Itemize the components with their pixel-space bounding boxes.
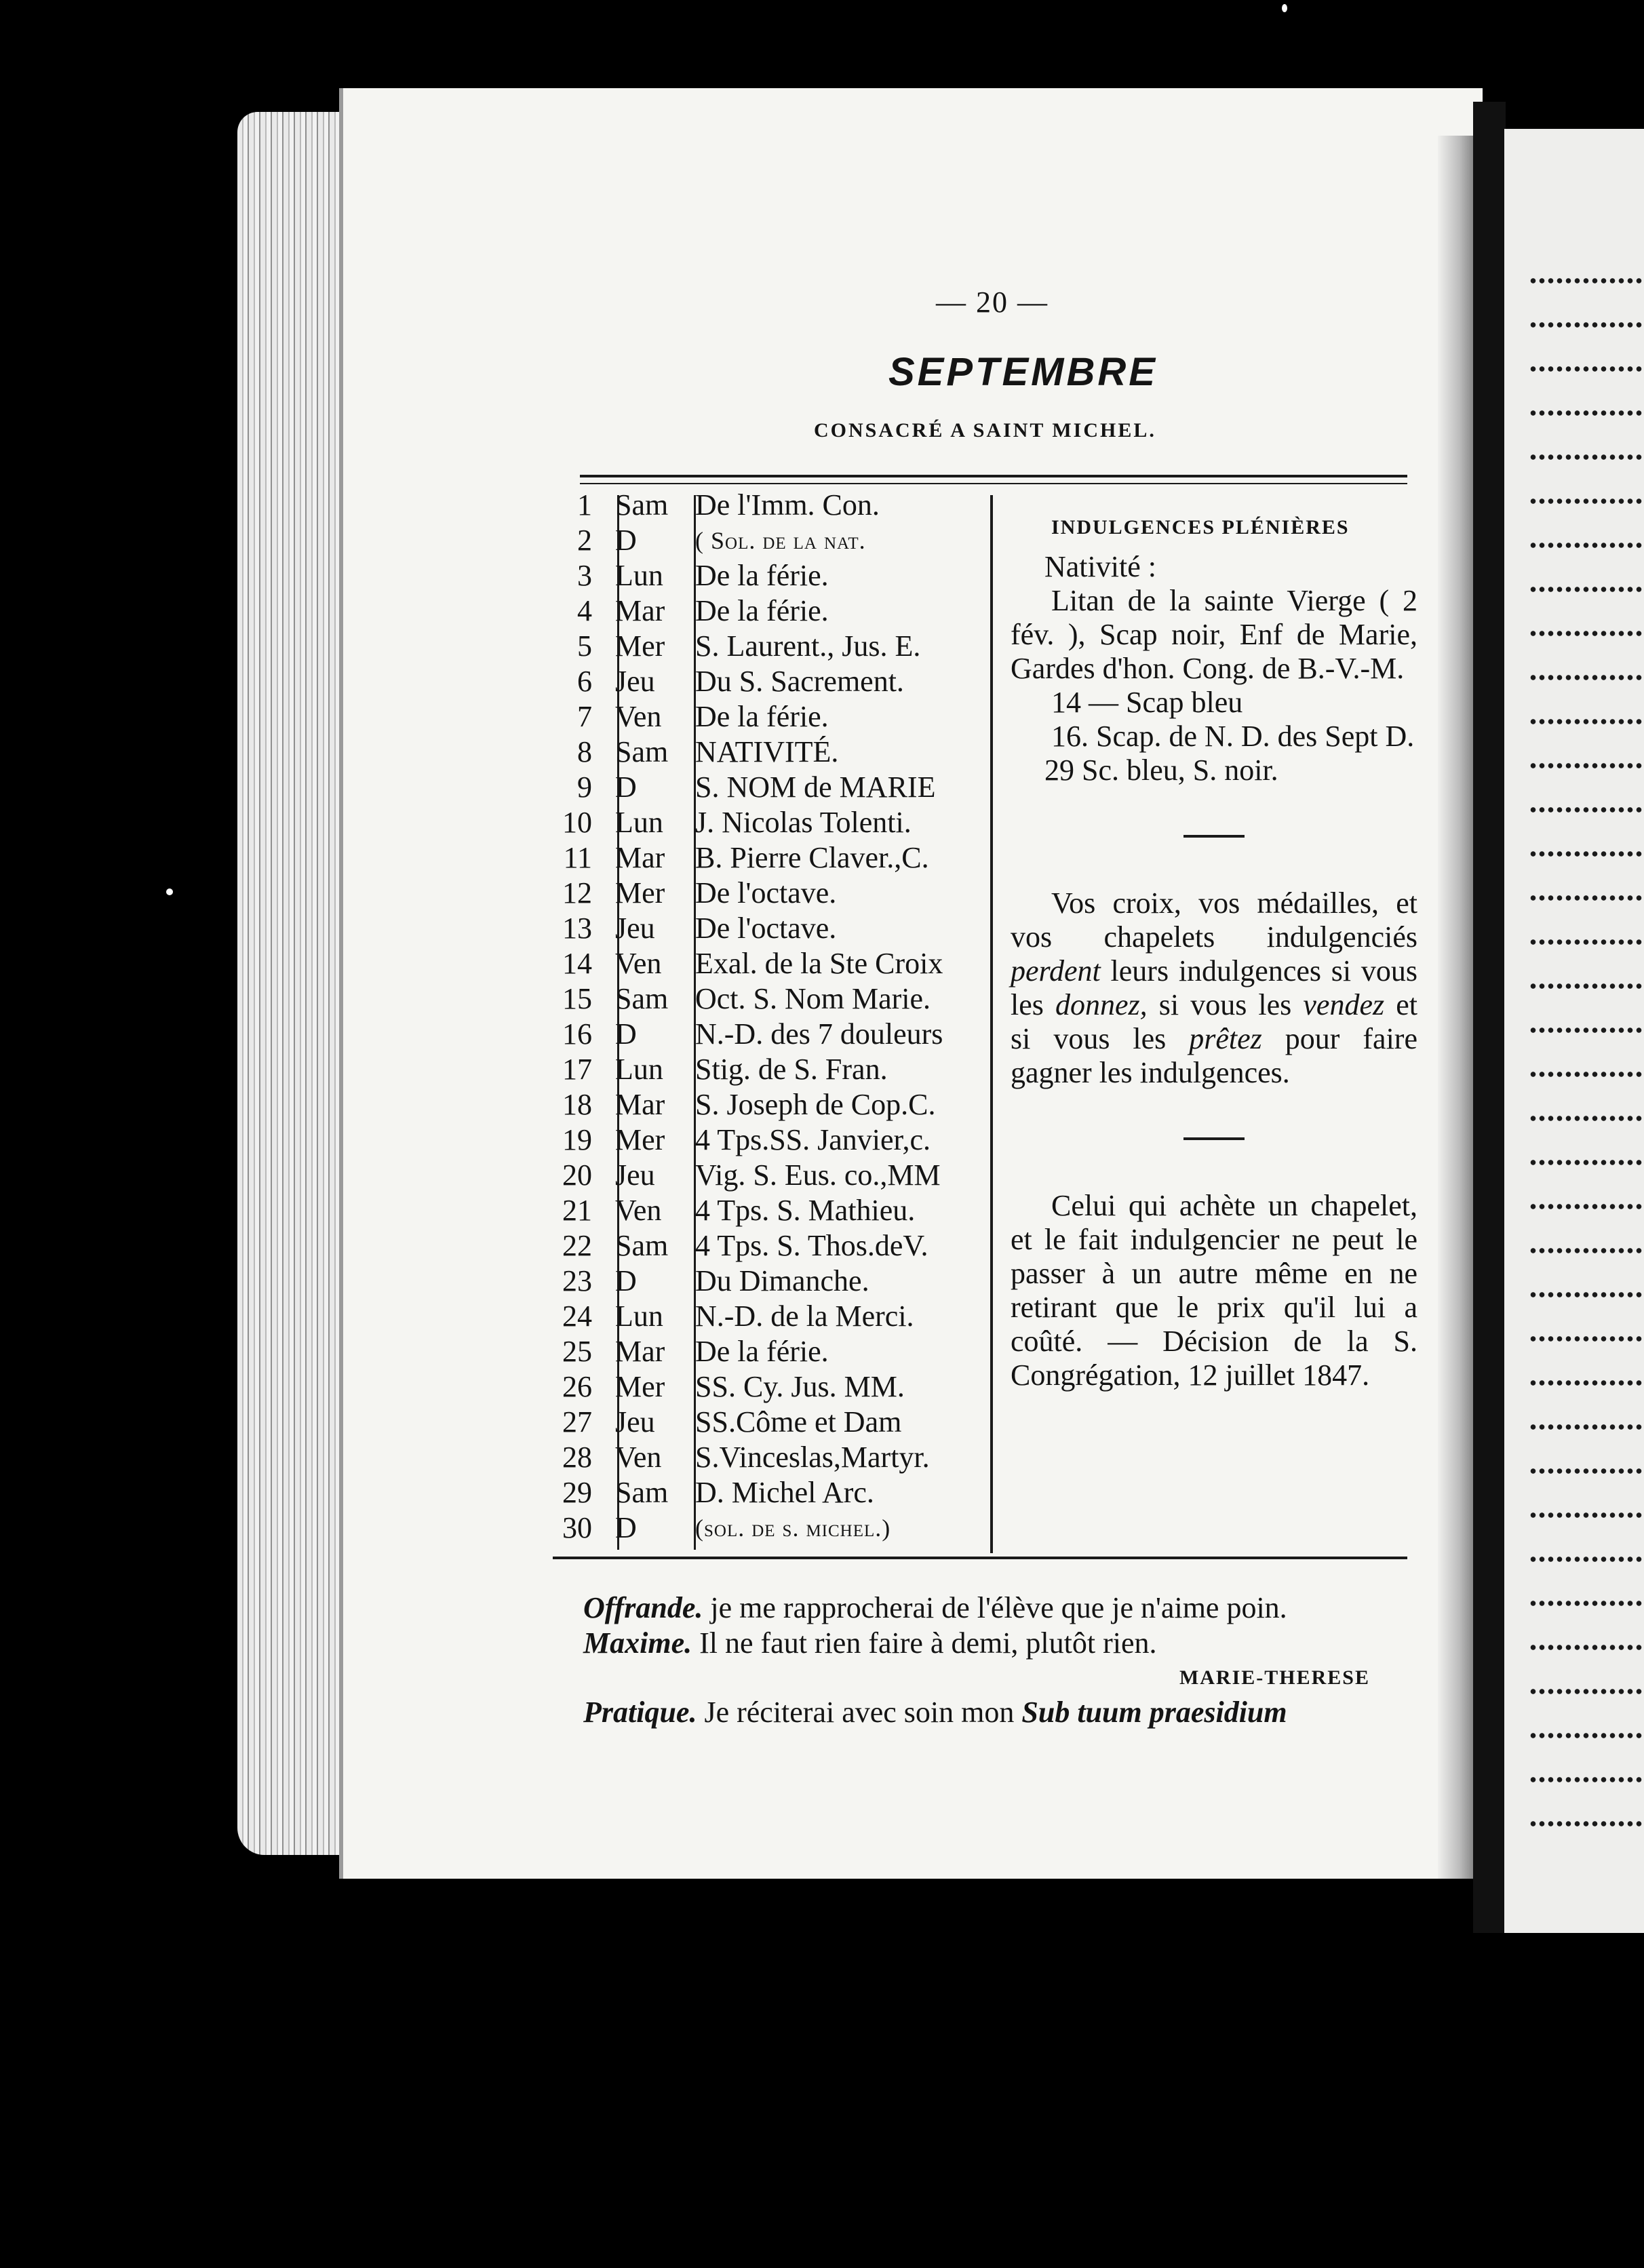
feast-name: NATIVITÉ. [695, 735, 839, 768]
day-number: 28 [562, 1441, 592, 1474]
calendar-notes-divider [990, 495, 993, 1553]
indulgence-line: 29 Sc. bleu, S. noir. [1044, 754, 1278, 787]
weekday: Sam [615, 735, 669, 768]
maxime-label: Maxime. [583, 1626, 692, 1660]
notice-chapelet: Celui qui achète un chapelet, et le fait indulgencier ne peut le passer à un autre même en ne retirant que le prix qu'il lui a coûté. — Décision de la S. Congrégation, 12 juillet 1847. [1011, 1189, 1417, 1392]
weekday: Ven [615, 700, 662, 733]
feast-name: De la férie. [695, 1335, 829, 1368]
dotted-leader [1529, 278, 1644, 284]
calendar-row [553, 876, 987, 910]
feast-name: S. Laurent., Jus. E. [695, 629, 921, 663]
day-number: 4 [577, 594, 592, 627]
calendar-row [553, 841, 987, 875]
calendar-row [553, 1299, 987, 1333]
calendar-row [553, 982, 987, 1016]
feast-name: N.-D. de la Merci. [695, 1299, 914, 1333]
calendar-row [553, 1123, 987, 1157]
pratique-label: Pratique. [583, 1696, 697, 1729]
day-number: 21 [562, 1194, 592, 1227]
day-number: 29 [562, 1476, 592, 1509]
calendar-row [553, 1441, 987, 1474]
dotted-leader [1529, 1204, 1644, 1209]
table-top-rule-thin [580, 483, 1407, 484]
calendar-row [553, 559, 987, 593]
weekday: D [615, 1511, 637, 1544]
day-number: 2 [577, 524, 592, 557]
calendar-row [553, 1088, 987, 1122]
dotted-leader [1529, 498, 1644, 504]
table-bottom-rule [553, 1557, 1407, 1559]
weekday: D [615, 1017, 637, 1051]
weekday: Mar [615, 594, 665, 627]
dotted-leader [1529, 1424, 1644, 1430]
dotted-leader [1529, 1248, 1644, 1253]
offrande: Offrande. je me rapprocherai de l'élève que je n'aime poin. [583, 1591, 1287, 1624]
dotted-leader [1529, 807, 1644, 813]
weekday: Mar [615, 841, 665, 874]
month-dedication: CONSACRÉ A SAINT MICHEL. [814, 419, 1156, 442]
dotted-leader [1529, 454, 1644, 460]
emph-word: perdent [1011, 954, 1101, 988]
day-number: 11 [563, 841, 592, 874]
weekday: Mar [615, 1335, 665, 1368]
feast-name: 4 Tps.SS. Janvier,c. [695, 1123, 931, 1156]
calendar-row [553, 524, 987, 558]
calendar-row [553, 488, 987, 522]
dotted-leader [1529, 1072, 1644, 1077]
weekday: D [615, 1264, 637, 1297]
feast-name: S. Joseph de Cop.C. [695, 1088, 936, 1121]
weekday: Sam [615, 488, 669, 522]
feast-name: Vig. S. Eus. co.,MM [695, 1158, 941, 1192]
feast-name: De la férie. [695, 594, 829, 627]
calendar-row [553, 1158, 987, 1192]
calendar-row [553, 700, 987, 734]
feast-name: ( Sol. de la nat. [695, 527, 866, 554]
weekday: Sam [615, 1229, 669, 1262]
feast-name: Exal. de la Ste Croix [695, 947, 943, 980]
feast-name: De l'octave. [695, 912, 837, 945]
feast-name: J. Nicolas Tolenti. [695, 806, 912, 839]
day-number: 30 [562, 1511, 592, 1544]
calendar-row [553, 1017, 987, 1051]
indulgences-column [1011, 505, 1417, 1392]
day-number: 6 [577, 665, 592, 698]
feast-name: Oct. S. Nom Marie. [695, 982, 931, 1015]
calendar-row [553, 1370, 987, 1404]
indulgence-line: Nativité : [1044, 550, 1156, 583]
dotted-leader [1529, 587, 1644, 592]
day-number: 10 [562, 806, 592, 839]
feast-name: 4 Tps. S. Mathieu. [695, 1194, 916, 1227]
indulgence-line: 14 — Scap bleu [1051, 686, 1243, 719]
weekday: D [615, 524, 637, 557]
offrande-label: Offrande. [583, 1591, 703, 1624]
day-number: 7 [577, 700, 592, 733]
feast-name: 4 Tps. S. Thos.deV. [695, 1229, 928, 1262]
day-number: 9 [577, 770, 592, 804]
weekday: Ven [615, 1441, 662, 1474]
day-number: 26 [562, 1370, 592, 1403]
weekday: Lun [615, 1299, 663, 1333]
dotted-leader [1529, 1468, 1644, 1474]
facing-page [1504, 129, 1644, 1933]
day-number: 17 [562, 1053, 592, 1086]
dotted-leader [1529, 895, 1644, 901]
day-number: 22 [562, 1229, 592, 1262]
dotted-leader [1529, 851, 1644, 857]
feast-name: S.Vinceslas,Martyr. [695, 1441, 930, 1474]
dotted-leader [1529, 1645, 1644, 1650]
weekday: Jeu [615, 912, 655, 945]
dotted-leader [1529, 322, 1644, 328]
maxime-signature: MARIE-THERESE [1179, 1666, 1370, 1689]
feast-name: De la férie. [695, 700, 829, 733]
weekday: Ven [615, 947, 662, 980]
dotted-leader [1529, 1336, 1644, 1342]
emph-word: vendez [1303, 988, 1385, 1021]
dotted-leader [1529, 543, 1644, 548]
month-title: SEPTEMBRE [888, 350, 1158, 394]
daily-resolutions [583, 1590, 1411, 1730]
day-number: 12 [562, 876, 592, 910]
calendar-row [553, 947, 987, 981]
feast-name: Stig. de S. Fran. [695, 1053, 888, 1086]
section-rule [1183, 835, 1245, 838]
dotted-leader [1529, 763, 1644, 768]
weekday: Jeu [615, 1405, 655, 1439]
calendar-row [553, 665, 987, 699]
dotted-leader [1529, 1028, 1644, 1033]
day-number: 16 [562, 1017, 592, 1051]
weekday: Lun [615, 559, 663, 592]
dotted-leader [1529, 1512, 1644, 1518]
feast-name: (sol. de s. michel.) [695, 1514, 891, 1542]
dotted-leader [1529, 410, 1644, 416]
weekday: Mer [615, 629, 665, 663]
calendar-row [553, 912, 987, 945]
prayer-title: Sub tuum praesidium [1021, 1696, 1287, 1729]
calendar-row [553, 735, 987, 769]
feast-name: Du S. Sacrement. [695, 665, 904, 698]
feast-name: SS.Côme et Dam [695, 1405, 902, 1439]
calendar-row [553, 594, 987, 628]
maxime: Maxime. Il ne faut rien faire à demi, plutôt rien. [583, 1626, 1157, 1660]
emph-word: donnez, [1055, 988, 1148, 1021]
calendar-row [553, 806, 987, 840]
weekday: Mer [615, 1123, 665, 1156]
day-number: 14 [562, 947, 592, 980]
feast-name: SS. Cy. Jus. MM. [695, 1370, 905, 1403]
film-speck [166, 888, 173, 895]
dotted-leader [1529, 366, 1644, 372]
table-top-rule [580, 475, 1407, 477]
day-number: 25 [562, 1335, 592, 1368]
calendar-row [553, 1405, 987, 1439]
calendar-row [553, 1194, 987, 1228]
weekday: Lun [615, 806, 663, 839]
day-number: 23 [562, 1264, 592, 1297]
dotted-leader [1529, 675, 1644, 680]
weekday: Lun [615, 1053, 663, 1086]
calendar-row [553, 1229, 987, 1263]
dotted-leader [1529, 1733, 1644, 1738]
dotted-leader [1529, 939, 1644, 945]
indulgences-title: INDULGENCES PLÉNIÈRES [1051, 516, 1350, 539]
feast-name: De l'octave. [695, 876, 837, 910]
calendar-row [553, 629, 987, 663]
page-curl-shadow [1438, 136, 1477, 1879]
weekday: Jeu [615, 665, 655, 698]
dotted-leader [1529, 719, 1644, 724]
day-number: 19 [562, 1123, 592, 1156]
dotted-leader [1529, 1380, 1644, 1386]
day-number: 15 [562, 982, 592, 1015]
weekday: Mer [615, 1370, 665, 1403]
day-number: 8 [577, 735, 592, 768]
day-number: 3 [577, 559, 592, 592]
feast-name: De l'Imm. Con. [695, 488, 880, 522]
feast-name: S. NOM de MARIE [695, 770, 936, 804]
day-number: 24 [562, 1299, 592, 1333]
day-number: 18 [562, 1088, 592, 1121]
dotted-leader [1529, 1821, 1644, 1826]
weekday: Mar [615, 1088, 665, 1121]
weekday: D [615, 770, 637, 804]
feast-name: De la férie. [695, 559, 829, 592]
feast-name: D. Michel Arc. [695, 1476, 874, 1509]
calendar-row [553, 1476, 987, 1510]
film-speck [1282, 4, 1287, 12]
weekday: Ven [615, 1194, 662, 1227]
dotted-leader [1529, 1777, 1644, 1782]
dotted-leader [1529, 1601, 1644, 1606]
day-number: 5 [577, 629, 592, 663]
day-number: 20 [562, 1158, 592, 1192]
dotted-leader [1529, 631, 1644, 636]
feast-name: Du Dimanche. [695, 1264, 869, 1297]
dotted-leader [1529, 1292, 1644, 1297]
section-rule [1183, 1137, 1245, 1140]
notice-indulgences: Vos croix, vos médailles, et vos chapelets indulgenciés perdent leurs indulgences si vous les donnez, si vous les vendez et si vous les prêtez pour faire gagner les indulgences. [1011, 886, 1417, 1089]
calendar-row [553, 1335, 987, 1369]
day-number: 13 [562, 912, 592, 945]
dotted-leader [1529, 1689, 1644, 1694]
calendar-row [553, 1264, 987, 1298]
calendar-row [553, 770, 987, 804]
pratique: Pratique. Je réciterai avec soin mon Sub tuum praesidium [583, 1696, 1287, 1729]
book-gutter [1473, 102, 1506, 1933]
dotted-leader [1529, 1160, 1644, 1165]
day-number: 1 [577, 488, 592, 522]
calendar-row [553, 1053, 987, 1087]
indulgence-line: Litan de la sainte Vierge ( 2 fév. ), Scap noir, Enf de Marie, Gardes d'hon. Cong. de B.-V.-M. [1011, 584, 1417, 685]
dotted-leader [1529, 983, 1644, 989]
feast-name: B. Pierre Claver.,C. [695, 841, 929, 874]
emph-word: prêtez [1189, 1022, 1262, 1055]
indulgence-line: 16. Scap. de N. D. des Sept D. [1051, 720, 1415, 753]
weekday: Sam [615, 1476, 669, 1509]
feast-name: N.-D. des 7 douleurs [695, 1017, 943, 1051]
dotted-leader [1529, 1116, 1644, 1121]
weekday: Jeu [615, 1158, 655, 1192]
calendar-row [553, 1511, 987, 1545]
dotted-leader [1529, 1557, 1644, 1562]
day-number: 27 [562, 1405, 592, 1439]
weekday: Sam [615, 982, 669, 1015]
page-number: — 20 — [936, 286, 1049, 319]
weekday: Mer [615, 876, 665, 910]
